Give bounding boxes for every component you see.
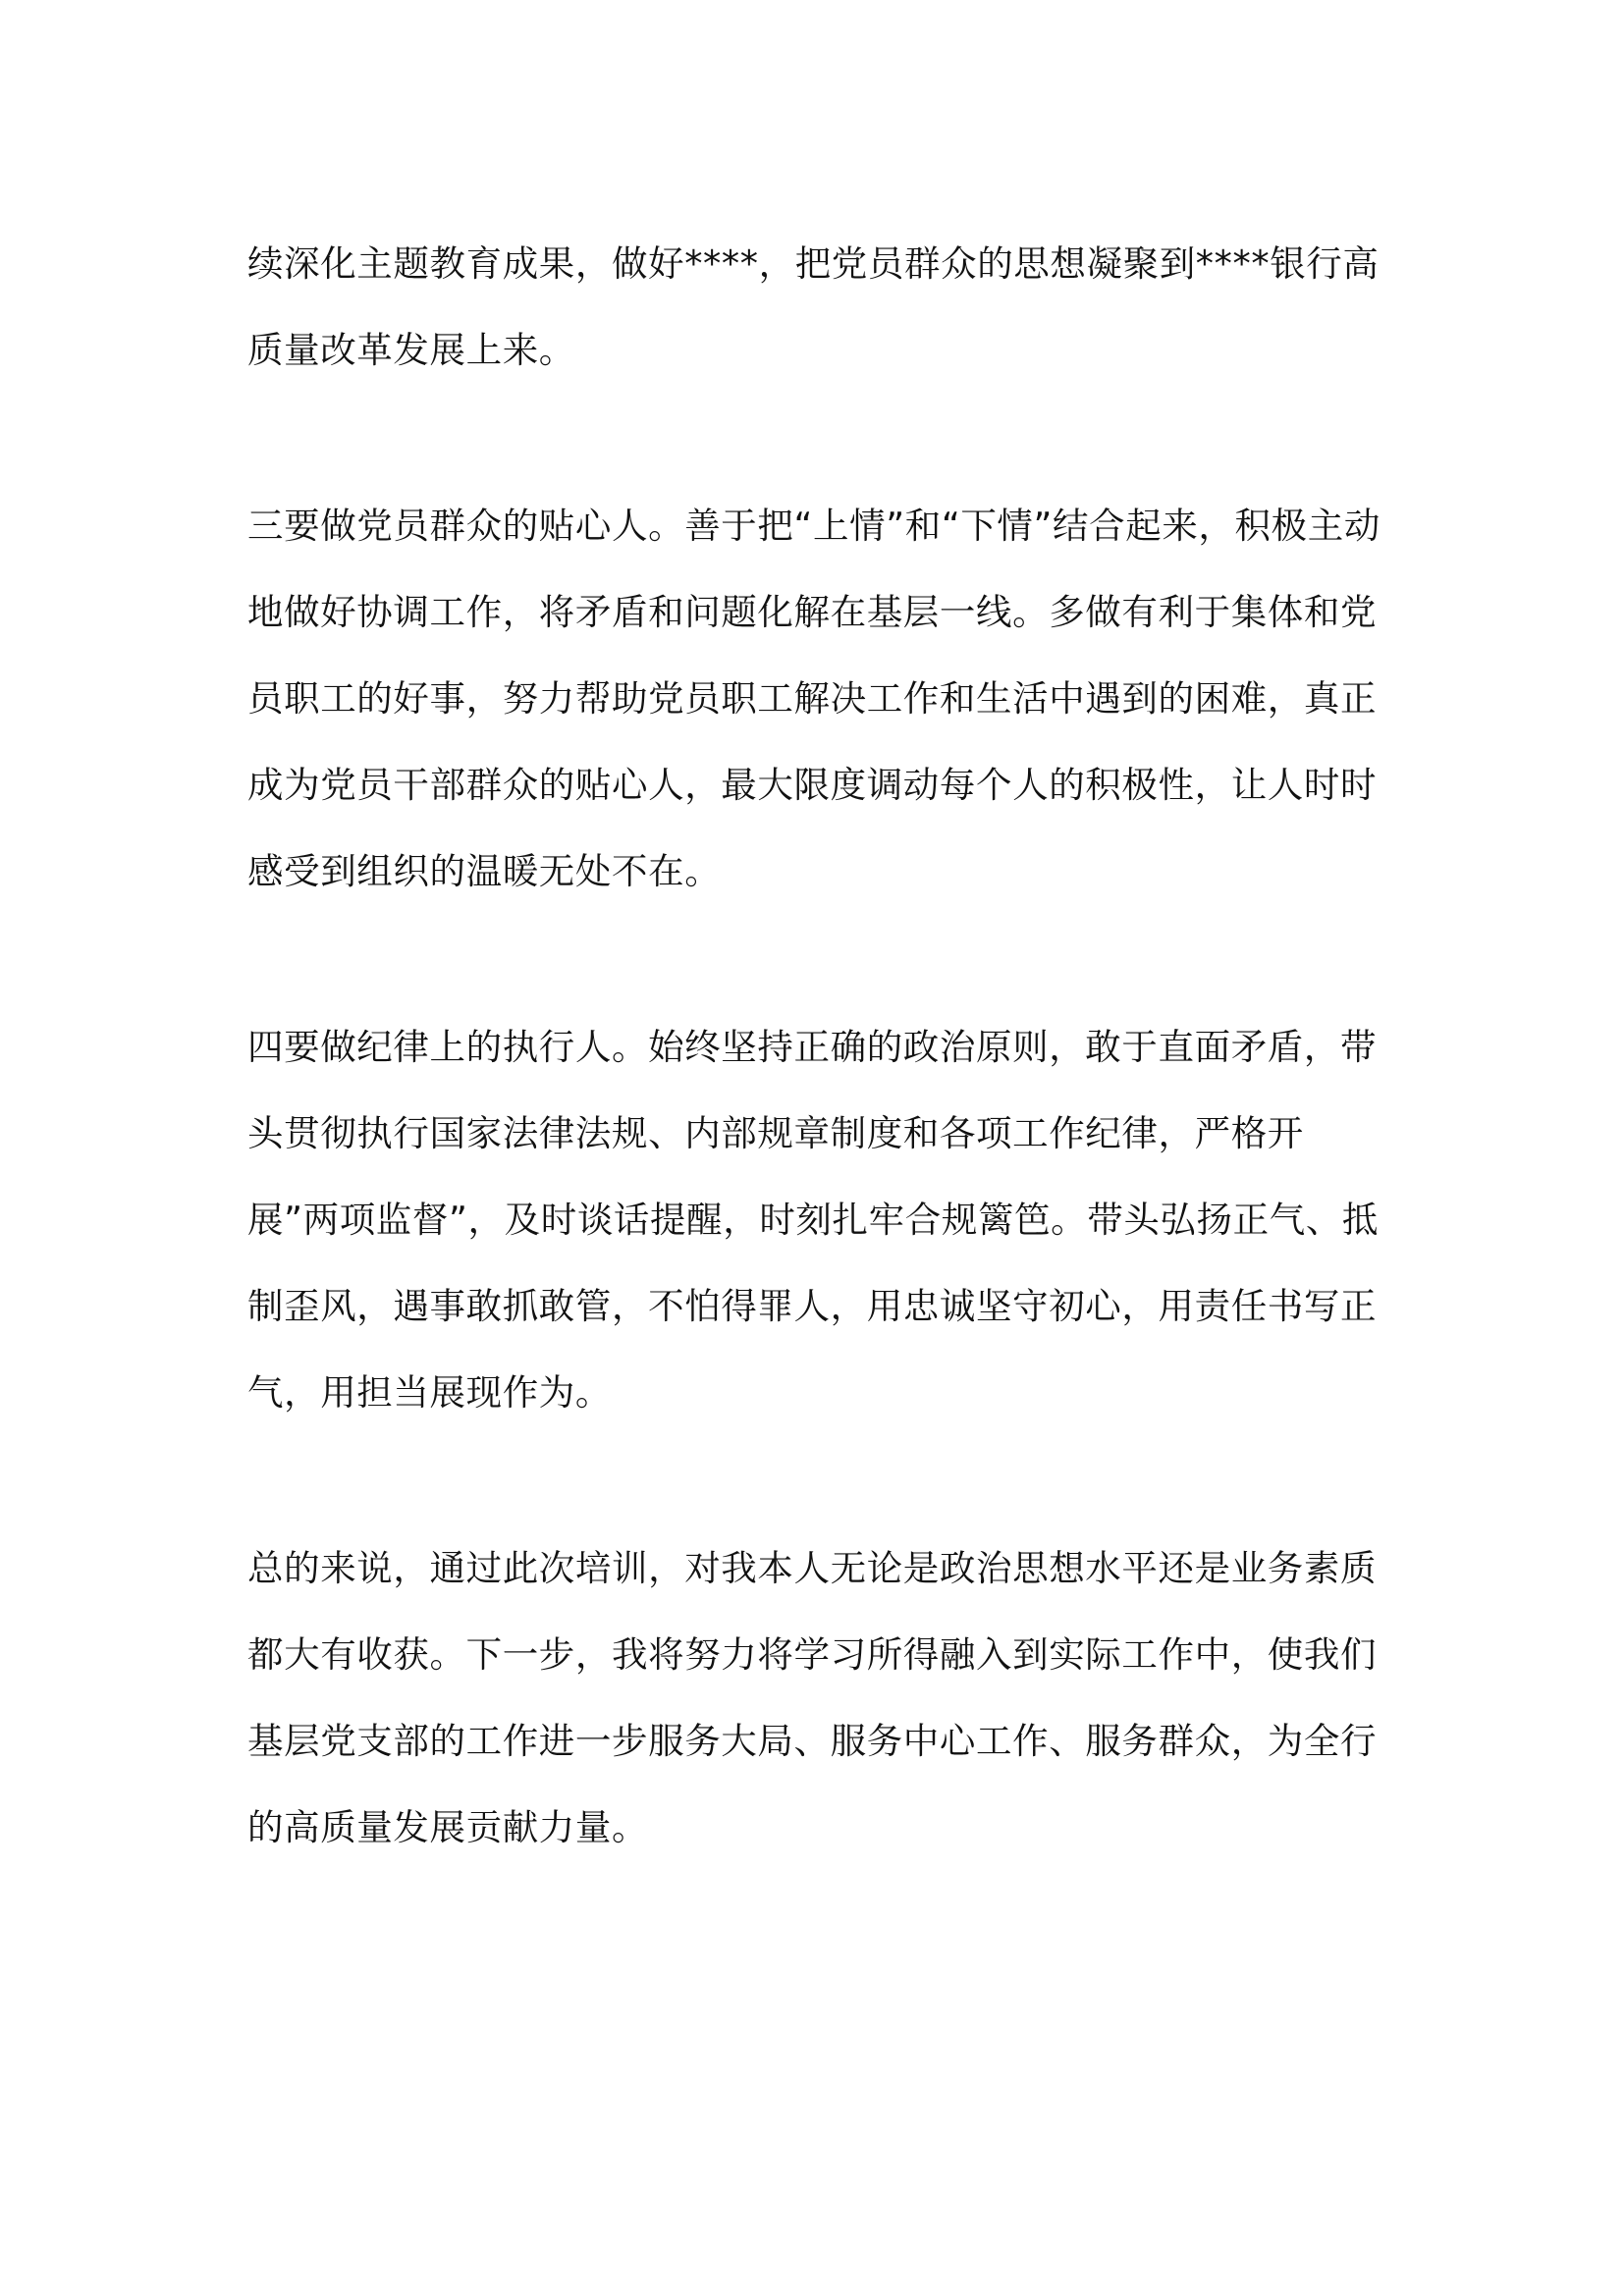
paragraph-point-four: 四要做纪律上的执行人。始终坚持正确的政治原则，敢于直面矛盾，带头贯彻执行国家法律法规、内部规章制度和各项工作纪律，严格开展”两项监督”，及时谈话提醒，时刻扎牢合规篱笆。带头弘扬正气、抵制歪风，遇事敢抓敢管，不怕得罪人，用忠诚坚守初心，用责任书写正气，用担当展现作为。 [247,1026,1380,1414]
paragraph-point-three: 三要做党员群众的贴心人。善于把“上情”和“下情”结合起来，积极主动地做好协调工作，将矛盾和问题化解在基层一线。多做有利于集体和党员职工的好事，努力帮助党员职工解决工作和生活中遇到的困难，真正成为党员干部群众的贴心人，最大限度调动每个人的积极性，让人时时感受到组织的温暖无处不在。 [247,505,1380,892]
paragraph-continuation: 续深化主题教育成果，做好****，把党员群众的思想凝聚到****银行高质量改革发展上来。 [247,242,1380,371]
paragraph-conclusion: 总的来说，通过此次培训，对我本人无论是政治思想水平还是业务素质都大有收获。下一步，我将努力将学习所得融入到实际工作中，使我们基层党支部的工作进一步服务大局、服务中心工作、服务群众，为全行的高质量发展贡献力量。 [247,1547,1378,1848]
document-body [247,221,1389,1871]
